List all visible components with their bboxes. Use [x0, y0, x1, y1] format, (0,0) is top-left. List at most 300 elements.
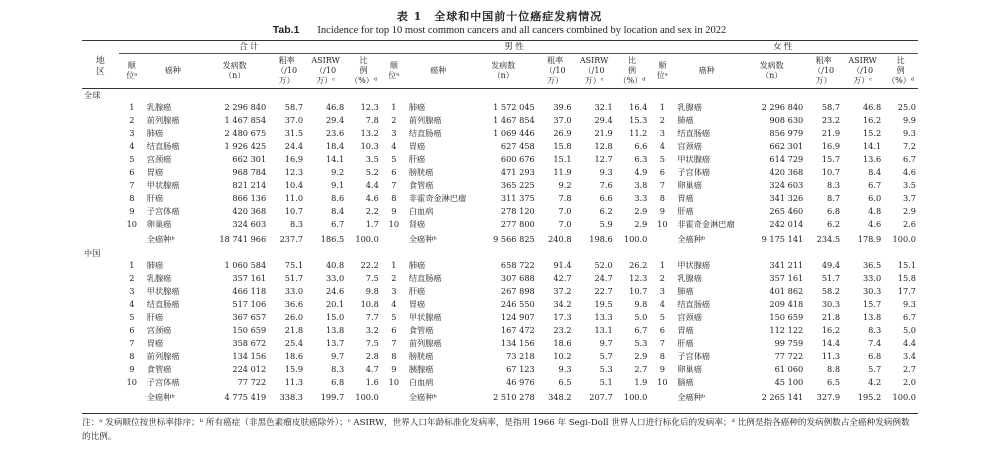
rank-cell: 3	[391, 286, 397, 297]
crude-rate-cell: 10.7	[821, 167, 841, 178]
cancer-cell: 全癌种ᵇ	[677, 391, 706, 402]
crude-rate-cell: 58.2	[821, 286, 841, 297]
proportion-cell: 9.9	[902, 115, 916, 126]
cases-cell: 968 784	[232, 167, 267, 178]
cancer-cell: 白血病	[408, 206, 434, 217]
crude-rate-cell: 37.2	[553, 286, 572, 297]
proportion-cell: 3.3	[634, 193, 648, 204]
crude-rate-cell: 36.6	[284, 299, 304, 310]
cancer-cell: 肺癌	[408, 102, 426, 113]
proportion-cell: 6.7	[634, 325, 648, 336]
proportion-cell: 1.6	[365, 377, 379, 388]
rank-cell: 2	[659, 115, 665, 126]
crude-rate-cell: 21.8	[284, 325, 304, 336]
rank-cell: 3	[129, 128, 135, 139]
proportion-cell: 3.8	[634, 180, 648, 191]
proportion-cell: 4.9	[634, 167, 648, 178]
region-spacer	[82, 272, 119, 285]
cases-cell: 324 603	[769, 180, 804, 191]
asirw-cell: 23.6	[325, 128, 345, 139]
table-row	[82, 363, 918, 376]
proportion-cell: 22.2	[360, 260, 379, 271]
proportion-cell: 4.4	[902, 338, 916, 349]
cases-cell: 1 467 854	[493, 115, 535, 126]
cancer-cell: 结直肠癌	[677, 299, 711, 310]
table-row	[82, 101, 918, 114]
cases-cell: 2 265 141	[761, 391, 804, 402]
cancer-cell: 肝癌	[408, 154, 426, 165]
cases-cell: 99 759	[774, 338, 804, 349]
cases-cell: 600 676	[500, 154, 535, 165]
cases-cell: 662 301	[232, 154, 267, 165]
crude-rate-cell: 51.7	[284, 273, 304, 284]
cases-cell: 658 722	[500, 260, 535, 271]
proportion-cell: 1.7	[365, 219, 379, 230]
proportion-cell: 7.2	[902, 141, 916, 152]
region-spacer	[82, 192, 119, 205]
asirw-cell: 13.1	[594, 325, 613, 336]
asirw-cell: 52.0	[594, 260, 613, 271]
cases-cell: 278 120	[500, 206, 535, 217]
rank-cell: 9	[129, 206, 135, 217]
table-body	[82, 89, 918, 406]
asirw-cell: 29.4	[325, 115, 345, 126]
table-row	[82, 298, 918, 311]
asirw-cell: 36.5	[862, 260, 882, 271]
region-spacer	[82, 259, 119, 272]
asirw-cell: 30.3	[862, 286, 882, 297]
proportion-cell: 4.6	[365, 193, 379, 204]
rank-cell: 1	[391, 260, 397, 271]
asirw-cell: 8.3	[868, 325, 882, 336]
rank-cell: 10	[388, 377, 400, 388]
crude-rate-header: 粗率 （/10 万）	[805, 54, 842, 89]
rank-header: 顺 位ᵃ	[649, 54, 675, 89]
cases-cell: 471 293	[500, 167, 535, 178]
crude-rate-cell: 7.0	[558, 219, 572, 230]
crude-rate-cell: 34.2	[553, 299, 572, 310]
crude-rate-header: 粗率 （/10 万）	[537, 54, 574, 89]
cases-cell: 1 467 854	[224, 115, 267, 126]
asirw-cell: 40.8	[325, 260, 345, 271]
rank-cell: 8	[659, 193, 665, 204]
table-title-en	[0, 24, 999, 36]
rank-cell: 10	[126, 219, 138, 230]
cases-cell: 9 175 141	[761, 233, 804, 244]
table-caption-en: Incidence for top 10 most common cancers and all cancers combined by location and sex in 2022	[317, 25, 727, 36]
cancer-cell: 肺癌	[677, 286, 694, 297]
proportion-cell: 9.8	[634, 299, 648, 310]
cases-cell: 908 630	[769, 115, 804, 126]
cancer-cell: 乳腺癌	[677, 102, 702, 113]
crude-rate-cell: 23.2	[821, 115, 841, 126]
cases-cell: 341 326	[769, 193, 804, 204]
rank-cell: 7	[391, 338, 397, 349]
crude-rate-cell: 51.7	[821, 273, 841, 284]
cancer-header: 癌种	[675, 54, 738, 89]
rank-cell: 10	[657, 219, 668, 230]
asirw-cell: 6.7	[868, 180, 882, 191]
table-row	[82, 140, 918, 153]
asirw-cell: 33.0	[325, 273, 345, 284]
region-label: 全球	[84, 89, 101, 100]
cancer-cell: 结直肠癌	[408, 128, 442, 139]
cases-cell: 420 368	[232, 206, 267, 217]
crude-rate-cell: 9.2	[558, 180, 572, 191]
asirw-cell: 4.6	[868, 219, 882, 230]
crude-rate-cell: 18.6	[553, 338, 572, 349]
crude-rate-cell: 16.9	[284, 154, 304, 165]
asirw-cell: 14.1	[325, 154, 345, 165]
table-row	[82, 218, 918, 231]
proportion-cell: 6.7	[902, 312, 916, 323]
region-spacer	[82, 363, 119, 376]
rank-cell: 2	[391, 273, 397, 284]
cancer-header: 癌种	[407, 54, 470, 89]
cancer-cell: 结直肠癌	[146, 299, 180, 310]
table-row	[82, 350, 918, 363]
rank-cell: 8	[129, 193, 135, 204]
rank-cell: 5	[129, 312, 135, 323]
region-row	[82, 247, 918, 259]
proportion-cell: 5.2	[365, 167, 379, 178]
cases-cell: 167 472	[500, 325, 535, 336]
crude-rate-cell: 30.3	[821, 299, 841, 310]
asirw-cell: 5.3	[599, 364, 613, 375]
rank-cell: 6	[391, 325, 397, 336]
asirw-cell: 12.7	[594, 154, 613, 165]
proportion-cell: 100.0	[892, 391, 916, 402]
crude-rate-cell: 8.8	[827, 364, 841, 375]
asirw-cell: 22.7	[594, 286, 613, 297]
cases-cell: 265 460	[769, 206, 804, 217]
cases-cell: 224 012	[232, 364, 267, 375]
cases-cell: 134 156	[500, 338, 535, 349]
proportion-cell: 12.3	[360, 102, 379, 113]
proportion-cell: 1.9	[634, 377, 648, 388]
proportion-cell: 3.2	[365, 325, 379, 336]
cancer-cell: 食管癌	[408, 325, 434, 336]
cancer-cell: 肾癌	[408, 219, 426, 230]
cases-cell: 134 156	[232, 351, 267, 362]
crude-rate-cell: 9.3	[558, 364, 572, 375]
region-header: 地 区	[82, 42, 119, 89]
asirw-cell: 14.1	[862, 141, 882, 152]
rank-cell	[381, 389, 407, 405]
cases-cell: 45 100	[774, 377, 804, 388]
incidence-table	[82, 42, 918, 405]
crude-rate-cell: 15.7	[821, 154, 841, 165]
rank-cell: 8	[659, 351, 665, 362]
proportion-cell: 10.3	[360, 141, 379, 152]
crude-rate-cell: 15.8	[553, 141, 572, 152]
asirw-cell: 32.1	[594, 102, 613, 113]
rank-cell: 5	[659, 312, 665, 323]
cancer-cell: 乳腺癌	[146, 273, 172, 284]
cases-cell: 821 214	[232, 180, 267, 191]
cancer-cell: 宫颈癌	[146, 325, 172, 336]
asirw-cell: 195.2	[857, 391, 882, 402]
proportion-cell: 5.3	[634, 338, 648, 349]
crude-rate-cell: 14.4	[821, 338, 841, 349]
proportion-cell: 15.8	[897, 273, 916, 284]
rank-cell	[119, 231, 145, 247]
table-row	[82, 285, 918, 298]
asirw-cell: 33.0	[862, 273, 882, 284]
cancer-header: 癌种	[145, 54, 201, 89]
rank-cell: 6	[659, 167, 665, 178]
asirw-header: ASIRW （/10 万）ᶜ	[574, 54, 615, 89]
asirw-cell: 46.8	[325, 102, 345, 113]
cancer-cell: 卵巢癌	[677, 364, 702, 375]
header-column-row	[82, 54, 918, 89]
rank-cell: 9	[659, 364, 665, 375]
asirw-cell: 198.6	[589, 233, 613, 244]
asirw-cell: 13.6	[862, 154, 882, 165]
crude-rate-cell: 24.4	[284, 141, 304, 152]
cancer-cell: 脑癌	[677, 377, 694, 388]
rank-cell: 9	[659, 206, 665, 217]
rank-cell: 3	[391, 128, 397, 139]
asirw-cell: 21.9	[594, 128, 613, 139]
proportion-cell: 9.8	[365, 286, 379, 297]
asirw-cell: 8.4	[331, 206, 345, 217]
rank-header: 顺 位ᵃ	[119, 54, 145, 89]
cancer-cell: 肝癌	[146, 312, 164, 323]
rank-cell: 8	[391, 193, 397, 204]
rank-cell: 6	[129, 325, 135, 336]
cancer-cell: 全癌种ᵇ	[408, 391, 437, 402]
cancer-cell: 膀胱癌	[408, 351, 434, 362]
cases-cell: 1 926 425	[224, 141, 267, 152]
crude-rate-cell: 39.6	[553, 102, 572, 113]
crude-rate-cell: 21.9	[821, 128, 841, 139]
region-spacer	[82, 298, 119, 311]
cases-cell: 662 301	[769, 141, 804, 152]
proportion-cell: 2.7	[902, 364, 916, 375]
crude-rate-cell: 23.2	[553, 325, 572, 336]
asirw-cell: 24.6	[325, 286, 345, 297]
table-row	[82, 376, 918, 389]
region-spacer	[82, 179, 119, 192]
cases-header: 发病数 （n）	[201, 54, 268, 89]
region-row-spacer	[119, 247, 918, 259]
cases-cell: 73 218	[506, 351, 535, 362]
proportion-cell: 4.7	[365, 364, 379, 375]
cases-cell: 2 510 278	[493, 391, 535, 402]
asirw-cell: 6.7	[331, 219, 345, 230]
group-total-header: 合计	[119, 42, 381, 54]
crude-rate-cell: 58.7	[284, 102, 304, 113]
proportion-cell: 3.7	[902, 193, 916, 204]
top-rule	[82, 40, 918, 41]
cancer-cell: 子宫体癌	[677, 167, 711, 178]
rank-cell: 1	[659, 260, 665, 271]
cases-cell: 61 060	[774, 364, 804, 375]
crude-rate-cell: 8.3	[827, 180, 841, 191]
proportion-cell: 25.0	[897, 102, 916, 113]
cases-cell: 150 659	[769, 312, 804, 323]
proportion-cell: 17.7	[897, 286, 916, 297]
crude-rate-cell: 17.3	[553, 312, 572, 323]
region-spacer	[82, 140, 119, 153]
region-spacer	[82, 376, 119, 389]
cases-cell: 18 741 966	[219, 233, 267, 244]
cases-cell: 517 106	[232, 299, 267, 310]
proportion-cell: 10.8	[360, 299, 379, 310]
rank-cell: 10	[126, 377, 138, 388]
proportion-cell: 2.8	[365, 351, 379, 362]
proportion-cell: 2.6	[902, 219, 916, 230]
table-row	[82, 179, 918, 192]
table-row	[82, 166, 918, 179]
cases-cell: 77 722	[237, 377, 267, 388]
proportion-cell: 5.0	[902, 325, 916, 336]
proportion-cell: 6.3	[634, 154, 648, 165]
crude-rate-cell: 37.0	[553, 115, 572, 126]
asirw-cell: 20.1	[325, 299, 345, 310]
cancer-cell: 全癌种ᵇ	[677, 233, 706, 244]
asirw-cell: 5.9	[599, 219, 613, 230]
crude-rate-cell: 7.8	[558, 193, 572, 204]
rank-cell	[649, 389, 675, 405]
cancer-cell: 肝癌	[146, 193, 164, 204]
proportion-cell: 26.2	[629, 260, 648, 271]
table-row	[82, 324, 918, 337]
cases-cell: 401 862	[769, 286, 804, 297]
table-row	[82, 337, 918, 350]
cases-cell: 357 161	[769, 273, 804, 284]
bottom-rule	[82, 413, 918, 414]
crude-rate-cell: 6.5	[558, 377, 572, 388]
cancer-cell: 全癌种ᵇ	[146, 233, 175, 244]
region-spacer	[82, 205, 119, 218]
rank-cell: 5	[129, 154, 135, 165]
rank-cell: 2	[659, 273, 665, 284]
cancer-cell: 乳腺癌	[677, 273, 702, 284]
crude-rate-header: 粗率 （/10 万）	[268, 54, 305, 89]
table-title-cn: 表 1 全球和中国前十位癌症发病情况	[396, 10, 603, 23]
cases-cell: 209 418	[769, 299, 804, 310]
rank-cell: 8	[129, 351, 135, 362]
crude-rate-cell: 16.9	[821, 141, 841, 152]
table-row	[82, 259, 918, 272]
crude-rate-cell: 25.4	[284, 338, 304, 349]
crude-rate-cell: 42.7	[553, 273, 572, 284]
crude-rate-cell: 10.4	[284, 180, 304, 191]
proportion-cell: 10.7	[629, 286, 648, 297]
asirw-cell: 9.7	[331, 351, 345, 362]
asirw-header: ASIRW （/10 万）ᶜ	[842, 54, 883, 89]
cancer-cell: 全癌种ᵇ	[408, 233, 437, 244]
asirw-cell: 5.7	[599, 351, 613, 362]
cancer-cell: 肝癌	[677, 206, 694, 217]
proportion-cell: 2.7	[634, 364, 648, 375]
crude-rate-cell: 11.0	[284, 193, 304, 204]
cancer-cell: 子宫体癌	[677, 351, 711, 362]
cancer-cell: 结直肠癌	[677, 128, 711, 139]
asirw-cell: 5.7	[868, 364, 882, 375]
cancer-cell: 胃癌	[146, 167, 164, 178]
cancer-cell: 卵巢癌	[146, 219, 172, 230]
cases-cell: 420 368	[769, 167, 804, 178]
cancer-cell: 白血病	[408, 377, 434, 388]
proportion-cell: 6.6	[634, 141, 648, 152]
cases-cell: 341 211	[769, 260, 804, 271]
asirw-cell: 6.8	[331, 377, 345, 388]
rank-cell: 1	[129, 260, 135, 271]
region-spacer	[82, 285, 119, 298]
asirw-cell: 15.7	[862, 299, 882, 310]
cancer-cell: 全癌种ᵇ	[146, 391, 175, 402]
crude-rate-cell: 11.3	[821, 351, 841, 362]
proportion-cell: 3.5	[365, 154, 379, 165]
cancer-cell: 肺癌	[146, 260, 164, 271]
table-row	[82, 205, 918, 218]
rank-cell: 1	[129, 102, 135, 113]
cancer-cell: 非霍奇金淋巴瘤	[677, 219, 735, 229]
region-spacer	[82, 231, 119, 247]
header-group-row	[82, 42, 918, 54]
cancer-cell: 肺癌	[677, 115, 694, 126]
proportion-header: 比 例 （%）ᵈ	[883, 54, 918, 89]
rank-cell: 6	[129, 167, 135, 178]
table-label: Tab.1	[272, 24, 300, 36]
cancer-cell: 胃癌	[408, 299, 426, 310]
rank-cell: 3	[129, 286, 135, 297]
rank-cell: 7	[129, 338, 135, 349]
asirw-cell: 29.4	[594, 115, 613, 126]
asirw-cell: 9.2	[331, 167, 345, 178]
rank-cell: 7	[129, 180, 135, 191]
crude-rate-cell: 327.9	[816, 391, 841, 402]
rank-cell: 9	[129, 364, 135, 375]
region-spacer	[82, 218, 119, 231]
cancer-cell: 胰腺癌	[408, 364, 434, 375]
proportion-cell: 15.3	[629, 115, 648, 126]
region-row	[82, 89, 918, 102]
cases-cell: 246 550	[500, 299, 535, 310]
proportion-cell: 9.3	[902, 128, 916, 139]
rank-cell: 4	[129, 299, 135, 310]
proportion-cell: 2.2	[365, 206, 379, 217]
asirw-cell: 16.2	[862, 115, 882, 126]
crude-rate-cell: 6.2	[827, 219, 841, 230]
proportion-cell: 100.0	[623, 233, 648, 244]
cancer-cell: 膀胱癌	[408, 167, 434, 178]
rank-cell: 10	[657, 377, 668, 388]
crude-rate-cell: 91.4	[553, 260, 572, 271]
cancer-cell: 前列腺癌	[408, 338, 442, 349]
rank-cell: 5	[391, 312, 397, 323]
asirw-cell: 6.0	[868, 193, 882, 204]
region-spacer	[82, 350, 119, 363]
cases-cell: 46 976	[506, 377, 535, 388]
proportion-cell: 2.9	[634, 219, 648, 230]
proportion-cell: 6.7	[902, 154, 916, 165]
cases-cell: 358 672	[232, 338, 267, 349]
cases-cell: 77 722	[774, 351, 804, 362]
cases-header: 发病数 （n）	[738, 54, 805, 89]
crude-rate-cell: 16.2	[821, 325, 841, 336]
cases-cell: 1 572 045	[493, 102, 535, 113]
cancer-cell: 非霍奇金淋巴瘤	[408, 193, 467, 203]
cases-cell: 124 907	[500, 312, 535, 323]
rank-cell: 5	[659, 154, 665, 165]
asirw-cell: 7.6	[599, 180, 613, 191]
crude-rate-cell: 15.1	[553, 154, 572, 165]
crude-rate-cell: 348.2	[548, 391, 572, 402]
